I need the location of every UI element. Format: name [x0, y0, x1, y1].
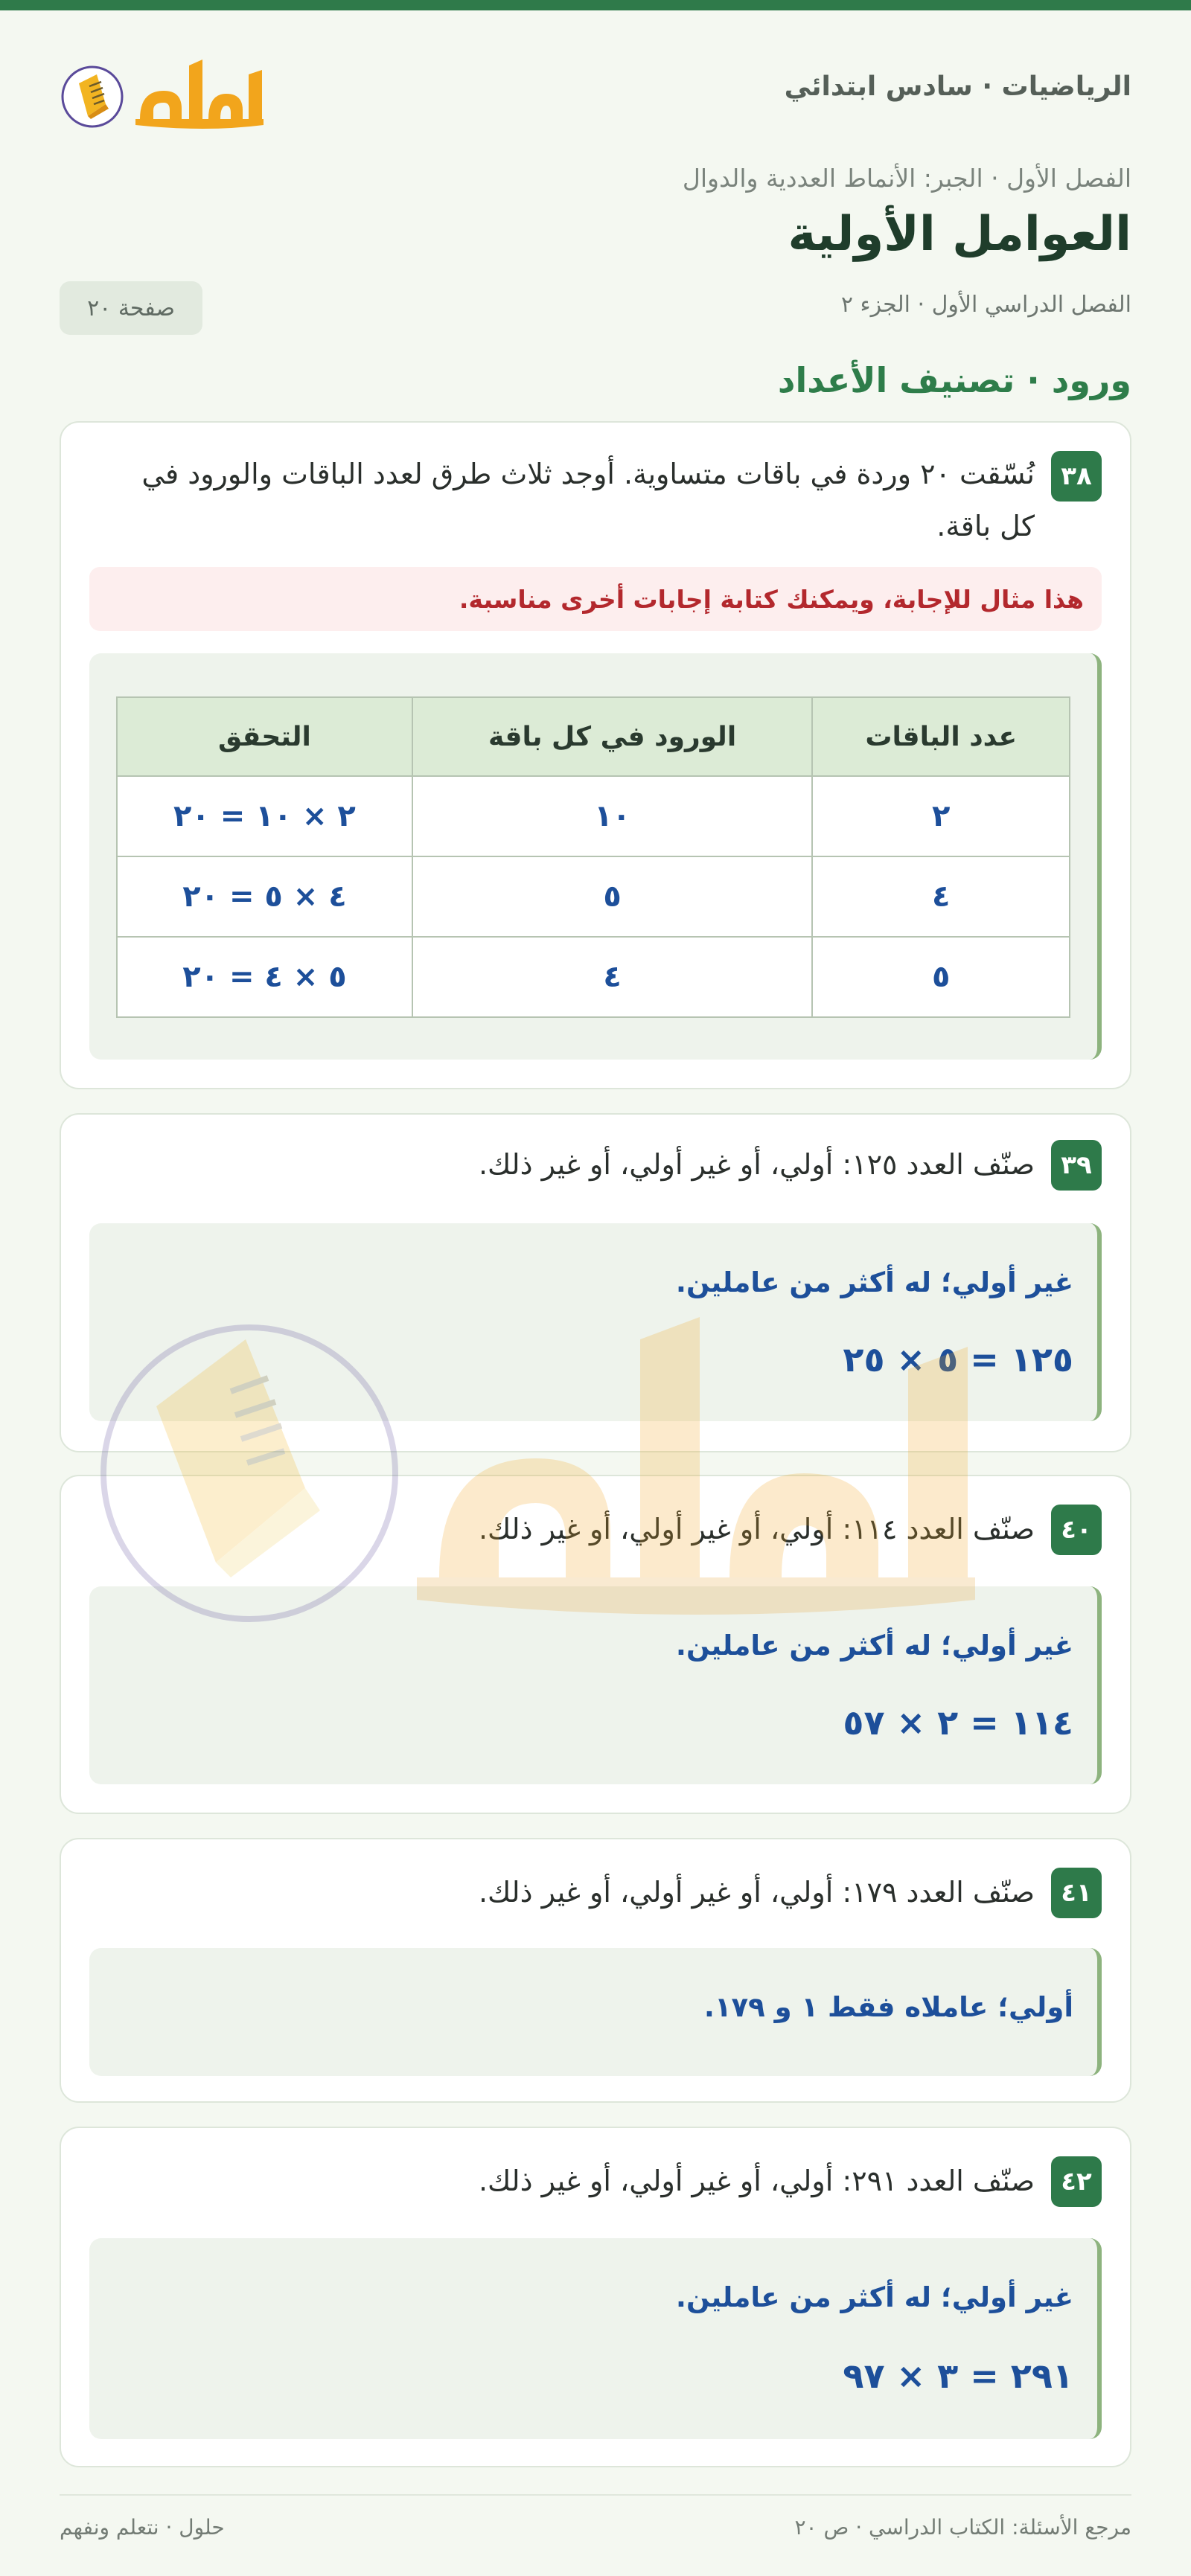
example-answer-note: هذا مثال للإجابة، ويمكنك كتابة إجابات أخرى مناسبة. — [89, 567, 1102, 631]
page-badge: صفحة ٢٠ — [60, 281, 202, 335]
question-card-40 — [60, 1475, 1131, 1814]
top-accent-bar — [0, 0, 1191, 10]
answer-box — [89, 1223, 1102, 1421]
table-cell: ٤ — [812, 856, 1070, 937]
question-text: نُسّقت ٢٠ وردة في باقات متساوية. أوجد ثلاث طرق لعدد الباقات والورود في كل باقة. — [141, 458, 1035, 542]
question-number-badge: ٤١ — [1051, 1868, 1102, 1918]
logo-wordmark — [131, 45, 268, 141]
answer-text: غير أولي؛ له أكثر من عاملين. — [675, 1630, 1073, 1662]
table-cell: ٤ × ٥ = ٢٠ — [117, 856, 412, 937]
page-header — [60, 45, 1131, 141]
breadcrumb: الفصل الأول · الجبر: الأنماط العددية والدوال — [682, 164, 1131, 193]
question-text: صنّف العدد ١٢٥: أولي، أو غير أولي، أو غير ذلك. — [478, 1148, 1035, 1181]
page-title: العوامل الأولية — [788, 207, 1131, 262]
question-card-42 — [60, 2127, 1131, 2467]
section-title: ورود · تصنيف الأعداد — [777, 360, 1131, 400]
table-cell: ١٠ — [412, 776, 813, 856]
answer-text: أولي؛ عاملاه فقط ١ و ١٧٩. — [703, 1991, 1073, 2023]
table-cell: ٤ — [412, 937, 813, 1017]
subject-label: الرياضيات · سادس ابتدائي — [784, 71, 1131, 102]
term-label: الفصل الدراسي الأول · الجزء ٢ — [840, 292, 1131, 318]
footer-divider — [60, 2494, 1131, 2496]
answer-equation: ٢٩١ = ٣ × ٩٧ — [843, 2356, 1073, 2396]
answer-box — [89, 653, 1102, 1060]
table-header-cell: الورود في كل باقة — [412, 697, 813, 776]
question-card-39 — [60, 1113, 1131, 1452]
table-cell: ٥ — [412, 856, 813, 937]
question-text: صنّف العدد ١٧٩: أولي، أو غير أولي، أو غير ذلك. — [478, 1876, 1035, 1909]
question-number-badge: ٣٨ — [1051, 451, 1102, 502]
table-cell: ٥ × ٤ = ٢٠ — [117, 937, 412, 1017]
answer-box — [89, 1948, 1102, 2076]
table-row — [117, 937, 1070, 1017]
table-cell: ٢ × ١٠ = ٢٠ — [117, 776, 412, 856]
answer-text: غير أولي؛ له أكثر من عاملين. — [675, 1266, 1073, 1298]
answer-equation: ١٢٥ = ٥ × ٢٥ — [843, 1339, 1073, 1380]
question-number-badge: ٣٩ — [1051, 1140, 1102, 1191]
table-header-cell: عدد الباقات — [812, 697, 1070, 776]
footer-reference: مرجع الأسئلة: الكتاب الدراسي · ص ٢٠ — [794, 2515, 1131, 2540]
table-header-row — [117, 697, 1070, 776]
footer-brand: حلول · نتعلم ونفهم — [60, 2515, 225, 2540]
question-text: صنّف العدد ١١٤: أولي، أو غير أولي، أو غير ذلك. — [478, 1513, 1035, 1545]
question-card-38 — [60, 421, 1131, 1089]
answer-equation: ١١٤ = ٢ × ٥٧ — [843, 1702, 1073, 1743]
question-card-41 — [60, 1838, 1131, 2103]
table-row — [117, 776, 1070, 856]
table-row — [117, 856, 1070, 937]
question-number-badge: ٤٠ — [1051, 1505, 1102, 1555]
question-number-badge: ٤٢ — [1051, 2156, 1102, 2207]
table-cell: ٥ — [812, 937, 1070, 1017]
table-cell: ٢ — [812, 776, 1070, 856]
bouquets-table — [116, 696, 1070, 1018]
answer-text: غير أولي؛ له أكثر من عاملين. — [675, 2281, 1073, 2313]
answer-box — [89, 2238, 1102, 2439]
site-logo[interactable] — [60, 45, 268, 141]
answer-box — [89, 1586, 1102, 1784]
question-text: صنّف العدد ٢٩١: أولي، أو غير أولي، أو غير ذلك. — [478, 2165, 1035, 2197]
table-header-cell: التحقق — [117, 697, 412, 776]
